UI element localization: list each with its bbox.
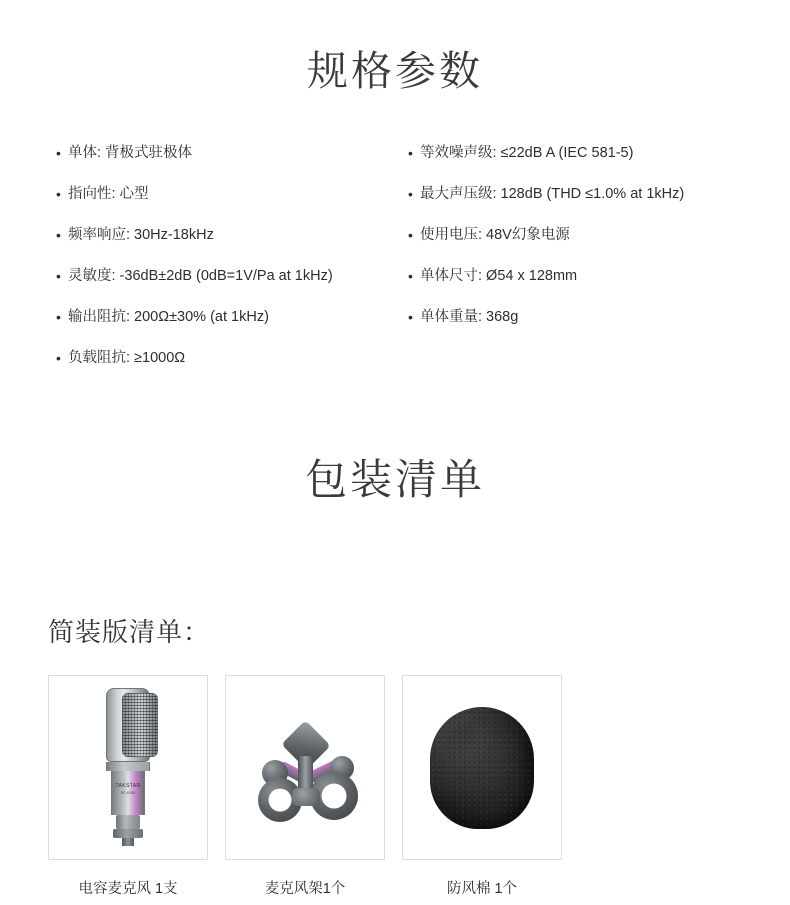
spec-item-label: 单体: 背极式驻极体 <box>68 145 193 161</box>
bullet-icon: • <box>56 350 61 367</box>
package-items-row <box>0 675 790 898</box>
package-item-image-box <box>402 675 562 860</box>
spec-item-label: 输出阻抗: 200Ω±30% (at 1kHz) <box>68 309 269 326</box>
spec-item <box>56 225 398 246</box>
mic-body <box>111 771 145 815</box>
foam-texture <box>430 707 534 829</box>
mic-brand-label: TAKSTAR <box>115 783 141 790</box>
mic-neck <box>116 815 140 829</box>
bullet-icon: • <box>56 186 61 203</box>
package-item <box>225 675 385 898</box>
bullet-icon: • <box>408 268 413 285</box>
spec-item-label: 频率响应: 30Hz-18kHz <box>68 227 214 244</box>
mic-head <box>106 688 150 762</box>
spec-columns <box>0 143 790 389</box>
mic-grille <box>122 693 158 757</box>
spec-item-label: 最大声压级: 128dB (THD ≤1.0% at 1kHz) <box>420 186 685 203</box>
package-section-title: 包装清单 <box>304 456 485 504</box>
mic-band <box>106 762 150 771</box>
bullet-icon: • <box>408 145 413 161</box>
mic-model-label: PC-K200 <box>120 791 136 796</box>
spec-item-label: 指向性: 心型 <box>68 186 149 203</box>
spec-item <box>408 143 740 164</box>
package-item-image-box <box>48 675 208 860</box>
package-item-image-box <box>225 675 385 860</box>
mic-base <box>113 829 143 838</box>
spec-column-left <box>56 143 398 389</box>
package-item-caption: 防风棉 1个 <box>446 881 518 898</box>
spec-item-label: 负载阻抗: ≥1000Ω <box>68 350 186 367</box>
spec-item <box>408 307 740 328</box>
bullet-icon: • <box>408 309 413 326</box>
bullet-icon: • <box>56 309 61 326</box>
mount-base <box>292 788 320 806</box>
package-item-caption: 电容麦克风 1支 <box>78 881 178 898</box>
package-item-caption: 麦克风架1个 <box>264 881 346 898</box>
spec-item <box>408 184 740 205</box>
spec-item-label: 单体重量: 368g <box>420 309 519 326</box>
spec-item <box>56 348 398 369</box>
bullet-icon: • <box>408 186 413 203</box>
windscreen-foam-icon <box>430 707 534 829</box>
spec-item <box>408 225 740 246</box>
spec-item-label: 等效噪声级: ≤22dB A (IEC 581-5) <box>420 145 634 161</box>
spec-item <box>56 307 398 328</box>
mount-stem <box>298 756 313 790</box>
spec-item <box>56 143 398 164</box>
spec-column-right <box>398 143 740 389</box>
mic-connector <box>122 838 134 846</box>
package-subtitle: 简装版清单： <box>48 617 211 648</box>
shock-mount-icon <box>226 676 384 859</box>
spec-item <box>56 184 398 205</box>
package-item <box>402 675 562 898</box>
bullet-icon: • <box>56 227 61 244</box>
spec-item-label: 单体尺寸: Ø54 x 128mm <box>420 268 578 285</box>
spec-section-title: 规格参数 <box>307 48 483 94</box>
spec-item-label: 灵敏度: -36dB±2dB (0dB=1V/Pa at 1kHz) <box>68 268 333 285</box>
bullet-icon: • <box>56 268 61 285</box>
microphone-icon <box>95 688 161 850</box>
package-item <box>48 675 208 898</box>
bullet-icon: • <box>56 145 61 161</box>
spec-item <box>408 266 740 287</box>
spec-item <box>56 266 398 287</box>
spec-item-label: 使用电压: 48V幻象电源 <box>420 227 570 244</box>
bullet-icon: • <box>408 227 413 244</box>
